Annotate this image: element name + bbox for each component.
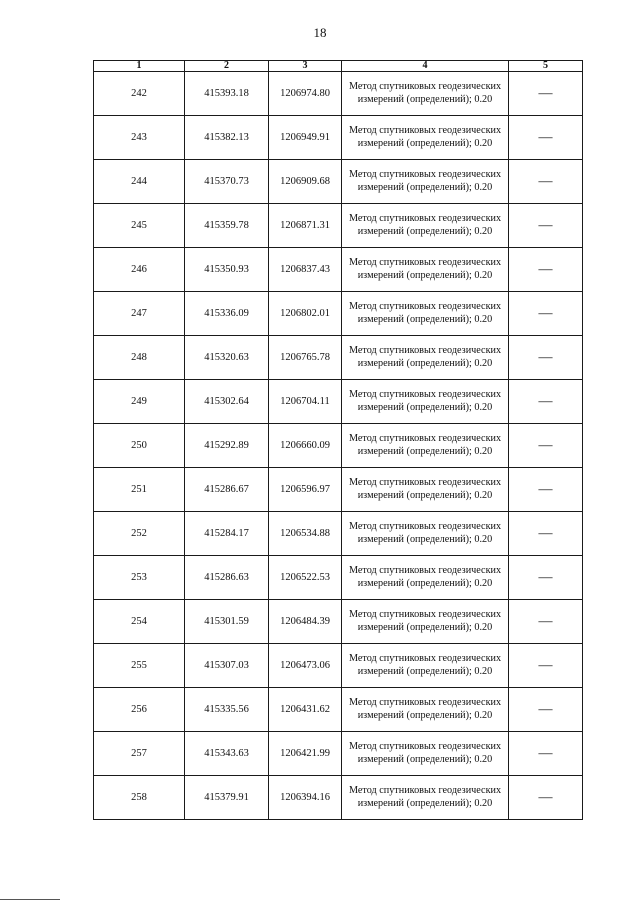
- y-coordinate-cell: [269, 424, 342, 468]
- x-coordinate-cell: [185, 732, 269, 776]
- x-coordinate-text: 415307.03: [204, 660, 249, 671]
- method-cell: [342, 512, 509, 556]
- method-text: Метод спутниковых геодезических измерений (определений); 0.20: [348, 81, 502, 105]
- column-header: 5: [509, 61, 583, 72]
- point-number-cell: [94, 248, 185, 292]
- method-cell: [342, 248, 509, 292]
- x-coordinate-cell: [185, 160, 269, 204]
- table-row: [94, 116, 583, 160]
- x-coordinate-text: 415292.89: [204, 440, 249, 451]
- y-coordinate-cell: [269, 468, 342, 512]
- point-number-cell: [94, 556, 185, 600]
- y-coordinate-cell: [269, 160, 342, 204]
- note-cell: [509, 424, 583, 468]
- point-number-cell: [94, 512, 185, 556]
- table-row: [94, 424, 583, 468]
- point-number-cell: [94, 600, 185, 644]
- point-number-text: 245: [131, 220, 147, 231]
- note-text: —: [538, 657, 553, 673]
- method-text: Метод спутниковых геодезических измерений (определений); 0.20: [348, 653, 502, 677]
- point-number-text: 246: [131, 264, 147, 275]
- method-cell: [342, 72, 509, 116]
- x-coordinate-text: 415302.64: [204, 396, 249, 407]
- page-number: 18: [313, 25, 327, 40]
- method-text: Метод спутниковых геодезических измерений (определений); 0.20: [348, 741, 502, 765]
- coordinates-table: [93, 60, 583, 820]
- method-cell: [342, 644, 509, 688]
- point-number-text: 250: [131, 440, 147, 451]
- note-cell: [509, 732, 583, 776]
- point-number-text: 248: [131, 352, 147, 363]
- method-text: Метод спутниковых геодезических измерений (определений); 0.20: [348, 301, 502, 325]
- point-number-text: 251: [131, 484, 147, 495]
- method-cell: [342, 380, 509, 424]
- note-cell: [509, 644, 583, 688]
- method-text: Метод спутниковых геодезических измерений (определений); 0.20: [348, 609, 502, 633]
- y-coordinate-text: 1206484.39: [280, 616, 330, 627]
- y-coordinate-text: 1206660.09: [280, 440, 330, 451]
- note-text: —: [538, 129, 553, 145]
- point-number-cell: [94, 776, 185, 820]
- x-coordinate-cell: [185, 116, 269, 160]
- y-coordinate-cell: [269, 556, 342, 600]
- note-cell: [509, 116, 583, 160]
- column-header: 4: [342, 61, 509, 72]
- x-coordinate-text: 415286.63: [204, 572, 249, 583]
- x-coordinate-cell: [185, 556, 269, 600]
- x-coordinate-text: 415286.67: [204, 484, 249, 495]
- y-coordinate-text: 1206974.80: [280, 88, 330, 99]
- note-cell: [509, 336, 583, 380]
- x-coordinate-cell: [185, 72, 269, 116]
- x-coordinate-cell: [185, 688, 269, 732]
- y-coordinate-text: 1206909.68: [280, 176, 330, 187]
- note-text: —: [538, 569, 553, 585]
- x-coordinate-cell: [185, 644, 269, 688]
- y-coordinate-text: 1206394.16: [280, 792, 330, 803]
- method-cell: [342, 336, 509, 380]
- x-coordinate-text: 415335.56: [204, 704, 249, 715]
- table-row: [94, 556, 583, 600]
- point-number-text: 252: [131, 528, 147, 539]
- method-text: Метод спутниковых геодезических измерений (определений); 0.20: [348, 521, 502, 545]
- y-coordinate-text: 1206765.78: [280, 352, 330, 363]
- x-coordinate-text: 415336.09: [204, 308, 249, 319]
- point-number-text: 249: [131, 396, 147, 407]
- x-coordinate-cell: [185, 248, 269, 292]
- point-number-text: 256: [131, 704, 147, 715]
- x-coordinate-text: 415370.73: [204, 176, 249, 187]
- note-cell: [509, 688, 583, 732]
- x-coordinate-text: 415359.78: [204, 220, 249, 231]
- note-text: —: [538, 393, 553, 409]
- point-number-text: 258: [131, 792, 147, 803]
- method-cell: [342, 688, 509, 732]
- note-cell: [509, 248, 583, 292]
- table-row: [94, 512, 583, 556]
- method-text: Метод спутниковых геодезических измерений (определений); 0.20: [348, 389, 502, 413]
- y-coordinate-text: 1206704.11: [280, 396, 330, 407]
- method-cell: [342, 732, 509, 776]
- method-text: Метод спутниковых геодезических измерений (определений); 0.20: [348, 477, 502, 501]
- x-coordinate-text: 415379.91: [204, 792, 249, 803]
- note-text: —: [538, 85, 553, 101]
- y-coordinate-text: 1206534.88: [280, 528, 330, 539]
- note-text: —: [538, 349, 553, 365]
- note-cell: [509, 204, 583, 248]
- note-text: —: [538, 173, 553, 189]
- note-cell: [509, 512, 583, 556]
- table-row: [94, 600, 583, 644]
- method-text: Метод спутниковых геодезических измерений (определений); 0.20: [348, 257, 502, 281]
- point-number-cell: [94, 160, 185, 204]
- method-text: Метод спутниковых геодезических измерений (определений); 0.20: [348, 785, 502, 809]
- point-number-cell: [94, 116, 185, 160]
- y-coordinate-cell: [269, 204, 342, 248]
- point-number-text: 253: [131, 572, 147, 583]
- x-coordinate-text: 415343.63: [204, 748, 249, 759]
- table-row: [94, 336, 583, 380]
- y-coordinate-cell: [269, 116, 342, 160]
- note-cell: [509, 468, 583, 512]
- method-cell: [342, 116, 509, 160]
- table-row: [94, 72, 583, 116]
- table-header-row: [94, 61, 583, 72]
- table-row: [94, 204, 583, 248]
- column-header: 2: [185, 61, 269, 72]
- method-cell: [342, 204, 509, 248]
- point-number-text: 247: [131, 308, 147, 319]
- method-cell: [342, 292, 509, 336]
- table-row: [94, 292, 583, 336]
- method-text: Метод спутниковых геодезических измерений (определений); 0.20: [348, 125, 502, 149]
- point-number-text: 254: [131, 616, 147, 627]
- x-coordinate-cell: [185, 776, 269, 820]
- x-coordinate-cell: [185, 380, 269, 424]
- table-row: [94, 776, 583, 820]
- y-coordinate-text: 1206837.43: [280, 264, 330, 275]
- x-coordinate-cell: [185, 468, 269, 512]
- method-cell: [342, 468, 509, 512]
- table-row: [94, 468, 583, 512]
- x-coordinate-cell: [185, 600, 269, 644]
- point-number-cell: [94, 424, 185, 468]
- point-number-cell: [94, 644, 185, 688]
- note-cell: [509, 72, 583, 116]
- note-text: —: [538, 481, 553, 497]
- table-row: [94, 644, 583, 688]
- note-text: —: [538, 701, 553, 717]
- x-coordinate-cell: [185, 424, 269, 468]
- y-coordinate-text: 1206949.91: [280, 132, 330, 143]
- column-header: 3: [269, 61, 342, 72]
- x-coordinate-cell: [185, 204, 269, 248]
- x-coordinate-text: 415301.59: [204, 616, 249, 627]
- y-coordinate-cell: [269, 336, 342, 380]
- x-coordinate-cell: [185, 292, 269, 336]
- note-cell: [509, 380, 583, 424]
- note-text: —: [538, 613, 553, 629]
- table-row: [94, 688, 583, 732]
- method-text: Метод спутниковых геодезических измерений (определений); 0.20: [348, 433, 502, 457]
- x-coordinate-cell: [185, 512, 269, 556]
- method-cell: [342, 600, 509, 644]
- point-number-cell: [94, 336, 185, 380]
- note-cell: [509, 556, 583, 600]
- note-cell: [509, 776, 583, 820]
- y-coordinate-cell: [269, 512, 342, 556]
- note-text: —: [538, 437, 553, 453]
- point-number-cell: [94, 688, 185, 732]
- y-coordinate-cell: [269, 732, 342, 776]
- y-coordinate-text: 1206871.31: [280, 220, 330, 231]
- table-row: [94, 248, 583, 292]
- x-coordinate-text: 415350.93: [204, 264, 249, 275]
- point-number-cell: [94, 72, 185, 116]
- x-coordinate-text: 415382.13: [204, 132, 249, 143]
- y-coordinate-cell: [269, 600, 342, 644]
- footer-rule: [0, 899, 60, 900]
- note-text: —: [538, 789, 553, 805]
- point-number-text: 243: [131, 132, 147, 143]
- y-coordinate-text: 1206802.01: [280, 308, 330, 319]
- x-coordinate-text: 415320.63: [204, 352, 249, 363]
- note-text: —: [538, 217, 553, 233]
- table-body: [94, 72, 583, 820]
- note-text: —: [538, 745, 553, 761]
- point-number-cell: [94, 732, 185, 776]
- table-row: [94, 160, 583, 204]
- note-text: —: [538, 525, 553, 541]
- method-text: Метод спутниковых геодезических измерений (определений); 0.20: [348, 169, 502, 193]
- y-coordinate-text: 1206596.97: [280, 484, 330, 495]
- point-number-text: 257: [131, 748, 147, 759]
- y-coordinate-text: 1206421.99: [280, 748, 330, 759]
- x-coordinate-text: 415393.18: [204, 88, 249, 99]
- point-number-cell: [94, 292, 185, 336]
- method-text: Метод спутниковых геодезических измерений (определений); 0.20: [348, 697, 502, 721]
- y-coordinate-cell: [269, 72, 342, 116]
- method-cell: [342, 776, 509, 820]
- column-header: 1: [94, 61, 185, 72]
- y-coordinate-cell: [269, 644, 342, 688]
- x-coordinate-text: 415284.17: [204, 528, 249, 539]
- method-cell: [342, 160, 509, 204]
- method-text: Метод спутниковых геодезических измерений (определений); 0.20: [348, 213, 502, 237]
- method-cell: [342, 556, 509, 600]
- y-coordinate-text: 1206431.62: [280, 704, 330, 715]
- method-text: Метод спутниковых геодезических измерений (определений); 0.20: [348, 565, 502, 589]
- note-cell: [509, 160, 583, 204]
- table-row: [94, 732, 583, 776]
- y-coordinate-cell: [269, 776, 342, 820]
- table-row: [94, 380, 583, 424]
- point-number-cell: [94, 380, 185, 424]
- y-coordinate-cell: [269, 688, 342, 732]
- point-number-text: 242: [131, 88, 147, 99]
- note-text: —: [538, 305, 553, 321]
- method-text: Метод спутниковых геодезических измерений (определений); 0.20: [348, 345, 502, 369]
- note-cell: [509, 292, 583, 336]
- point-number-text: 255: [131, 660, 147, 671]
- y-coordinate-cell: [269, 292, 342, 336]
- note-cell: [509, 600, 583, 644]
- method-cell: [342, 424, 509, 468]
- y-coordinate-cell: [269, 380, 342, 424]
- point-number-text: 244: [131, 176, 147, 187]
- y-coordinate-text: 1206473.06: [280, 660, 330, 671]
- y-coordinate-text: 1206522.53: [280, 572, 330, 583]
- x-coordinate-cell: [185, 336, 269, 380]
- note-text: —: [538, 261, 553, 277]
- y-coordinate-cell: [269, 248, 342, 292]
- point-number-cell: [94, 468, 185, 512]
- point-number-cell: [94, 204, 185, 248]
